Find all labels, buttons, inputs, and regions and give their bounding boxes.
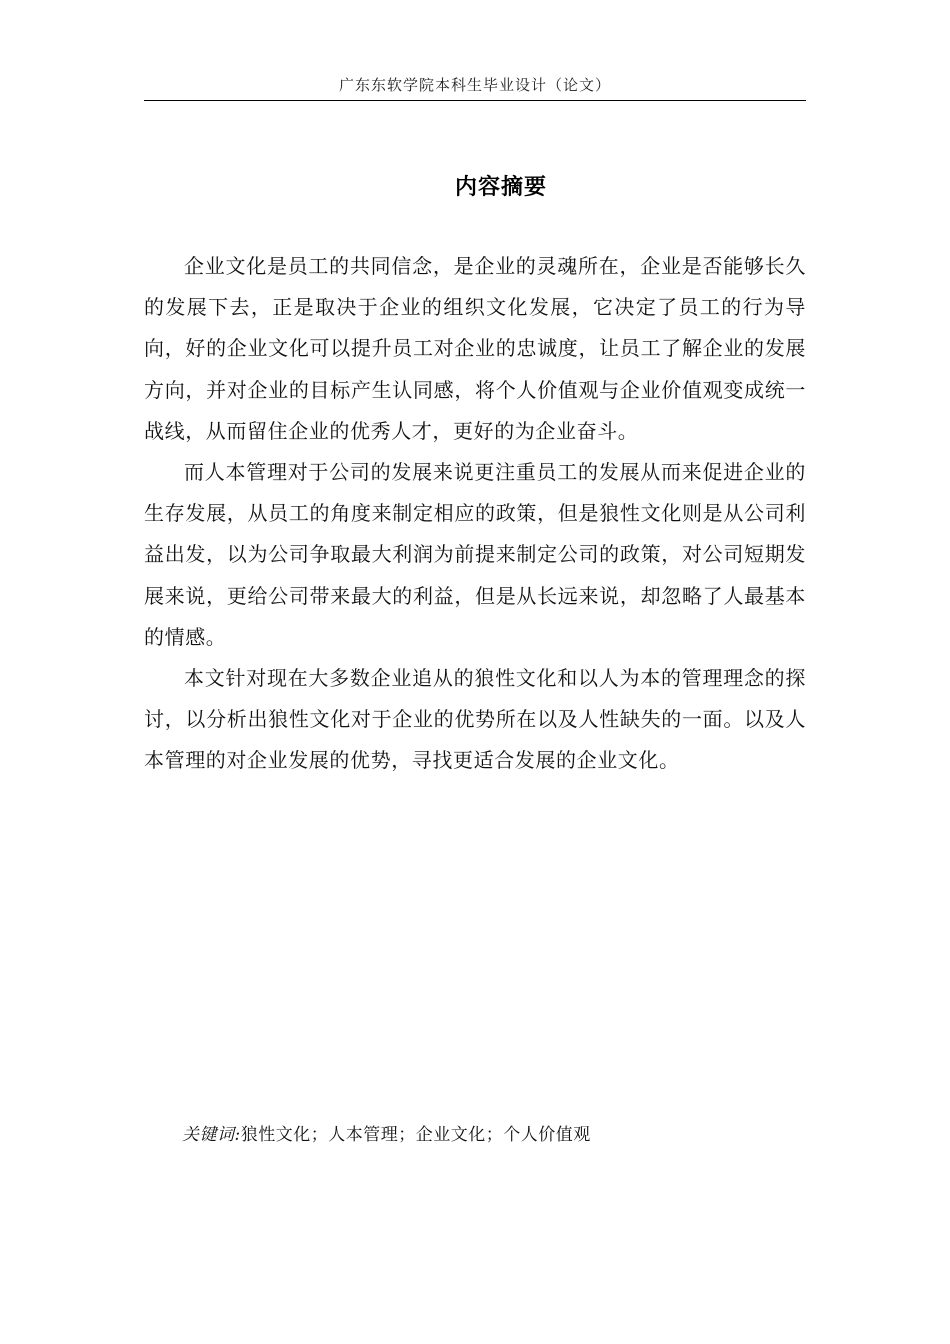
- abstract-paragraph-1: 企业文化是员工的共同信念，是企业的灵魂所在，企业是否能够长久的发展下去，正是取决于企业的组织文化发展，它决定了员工的行为导向，好的企业文化可以提升员工对企业的忠诚度，让员工了解企业的发展方向，并对企业的目标产生认同感，将个人价值观与企业价值观变成统一战线，从而留住企业的优秀人才，更好的为企业奋斗。: [144, 254, 806, 443]
- running-header: 广东东软学院本科生毕业设计（论文）: [338, 76, 611, 94]
- abstract-body: [144, 246, 806, 782]
- keywords-line: [182, 1120, 591, 1145]
- abstract-paragraph-3: 本文针对现在大多数企业追从的狼性文化和以人为本的管理理念的探讨，以分析出狼性文化对于企业的优势所在以及人性缺失的一面。以及人本管理的对企业发展的优势，寻找更适合发展的企业文化。: [144, 666, 806, 773]
- abstract-title: 内容摘要: [454, 175, 547, 200]
- keywords-label: 关键词:: [182, 1125, 241, 1145]
- header-rule: [144, 100, 806, 101]
- keywords-text: 狼性文化；人本管理；企业文化；个人价值观: [240, 1125, 591, 1145]
- abstract-paragraph-2: 而人本管理对于公司的发展来说更注重员工的发展从而来促进企业的生存发展，从员工的角度来制定相应的政策，但是狼性文化则是从公司利益出发，以为公司争取最大利润为前提来制定公司的政策，对公司短期发展来说，更给公司带来最大的利益，但是从长远来说，却忽略了人最基本的情感。: [144, 460, 806, 649]
